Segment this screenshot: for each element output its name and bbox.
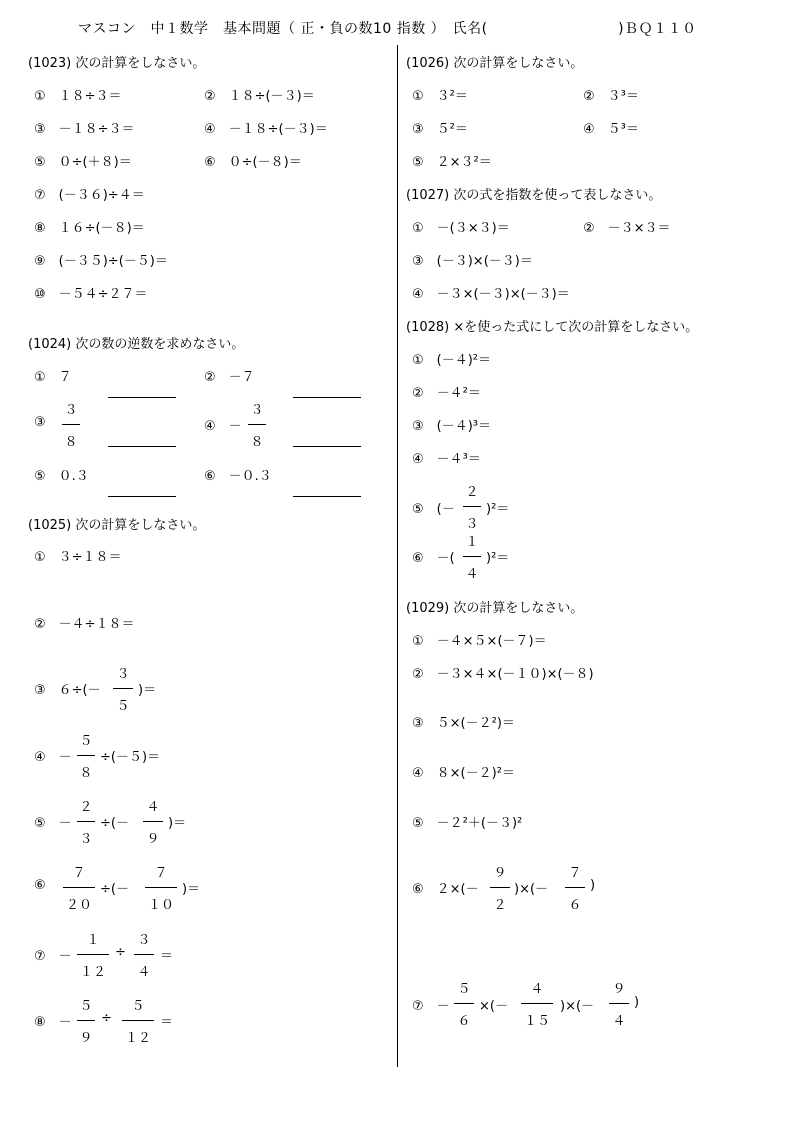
problem-1024-5: ⑤ ０.３ <box>34 469 89 484</box>
problem-1025-4-a: ④ － <box>34 750 72 765</box>
problem-1025-4-b: ÷(－５)＝ <box>100 750 161 765</box>
problem-1029-7-b: ×(－ <box>479 999 508 1014</box>
fraction: ４ ９ <box>143 796 163 847</box>
problem-1025-6-c: )＝ <box>182 882 201 897</box>
heading-1027: (1027) 次の式を指数を使って表しなさい。 <box>406 188 662 203</box>
problem-1029-6-c: ) <box>590 878 596 893</box>
problem-1024-6: ⑥ －０.３ <box>204 469 272 484</box>
problem-1026-4: ④ ５³＝ <box>583 122 639 137</box>
fraction: ２ ３ <box>77 796 95 847</box>
problem-1026-3: ③ ５²＝ <box>412 122 468 137</box>
problem-1025-5-a: ⑤ － <box>34 816 72 831</box>
problem-1029-3: ③ ５×(－２²)＝ <box>412 716 515 731</box>
fraction: ９ ４ <box>609 978 629 1029</box>
fraction: ７ ６ <box>565 862 585 913</box>
problem-1027-4: ④ －３×(－３)×(－３)＝ <box>412 287 570 302</box>
problem-1029-4: ④ ８×(－２)²＝ <box>412 766 515 781</box>
problem-1029-7-c: )×(－ <box>560 999 595 1014</box>
problem-1023-9: ⑨ (－３５)÷(－５)＝ <box>34 254 168 269</box>
problem-1025-3-a: ③ ６÷(－ <box>34 683 101 698</box>
problem-1024-1: ① ７ <box>34 370 72 385</box>
problem-1029-7-d: ) <box>634 995 640 1010</box>
fraction: ７ ２０ <box>63 862 95 913</box>
problem-1028-2: ② －４²＝ <box>412 386 481 401</box>
answer-blank <box>108 446 176 447</box>
problem-1029-7-a: ⑦ － <box>412 999 450 1014</box>
problem-1028-4: ④ －４³＝ <box>412 452 481 467</box>
problem-1028-1: ① (－４)²＝ <box>412 353 492 368</box>
problem-1027-3: ③ (－３)×(－３)＝ <box>412 254 533 269</box>
problem-1029-2: ② －３×４×(－１０)×(－８) <box>412 667 594 682</box>
heading-1028: (1028) ×を使った式にして次の計算をしなさい。 <box>406 320 699 335</box>
problem-1024-4-label: ④ － <box>204 419 242 434</box>
heading-1024: (1024) 次の数の逆数を求めなさい。 <box>28 337 245 352</box>
fraction: １ ４ <box>463 531 481 582</box>
problem-1029-1: ① －４×５×(－７)＝ <box>412 634 547 649</box>
problem-1025-7-c: ＝ <box>160 949 174 964</box>
problem-1025-5-b: ÷(－ <box>100 816 129 831</box>
answer-blank <box>293 496 361 497</box>
problem-1024-2: ② －７ <box>204 370 255 385</box>
fraction: ５ ８ <box>77 730 95 781</box>
heading-1029: (1029) 次の計算をしなさい。 <box>406 601 584 616</box>
problem-1029-6-b: )×(－ <box>514 882 549 897</box>
problem-1025-7-b: ÷ <box>115 945 126 960</box>
problem-1025-1: ① ３÷１８＝ <box>34 550 122 565</box>
heading-1025: (1025) 次の計算をしなさい。 <box>28 518 206 533</box>
problem-1025-6-a: ⑥ <box>34 878 46 893</box>
fraction: ９ ２ <box>490 862 510 913</box>
problem-1023-4: ④ －１８÷(－３)＝ <box>204 122 328 137</box>
problem-1029-6-a: ⑥ ２×(－ <box>412 882 479 897</box>
problem-1024-3-label: ③ <box>34 415 46 430</box>
problem-1026-2: ② ３³＝ <box>583 89 639 104</box>
problem-1026-1: ① ３²＝ <box>412 89 468 104</box>
problem-1028-3: ③ (－４)³＝ <box>412 419 492 434</box>
problem-1028-5-a: ⑤ (－ <box>412 502 455 517</box>
problem-1025-8-c: ＝ <box>160 1015 174 1030</box>
problem-1025-3-b: )＝ <box>138 683 157 698</box>
fraction: ５ ６ <box>454 978 474 1029</box>
problem-1025-8-b: ÷ <box>101 1011 112 1026</box>
fraction: ３ ４ <box>134 929 154 980</box>
problem-1025-7-a: ⑦ － <box>34 949 72 964</box>
fraction: ５ ９ <box>77 995 95 1046</box>
problem-1028-6-a: ⑥ －( <box>412 551 455 566</box>
column-divider <box>397 45 398 1067</box>
heading-1023: (1023) 次の計算をしなさい。 <box>28 56 206 71</box>
fraction: １ １２ <box>77 929 109 980</box>
problem-1025-8-a: ⑧ － <box>34 1015 72 1030</box>
problem-1029-5: ⑤ －２²＋(－３)² <box>412 816 523 831</box>
fraction: ２ ３ <box>463 481 481 532</box>
fraction: ７ １０ <box>145 862 177 913</box>
problem-1023-8: ⑧ １６÷(－８)＝ <box>34 221 145 236</box>
problem-1023-3: ③ －１８÷３＝ <box>34 122 135 137</box>
fraction: ４ １５ <box>521 978 553 1029</box>
fraction: ３ ８ <box>248 399 266 450</box>
problem-1023-10: ⑩ －５４÷２７＝ <box>34 287 148 302</box>
problem-1028-5-b: )²＝ <box>486 502 510 517</box>
problem-1023-1: ① １８÷３＝ <box>34 89 122 104</box>
problem-1025-6-b: ÷(－ <box>100 882 129 897</box>
problem-1028-6-b: )²＝ <box>486 551 510 566</box>
problem-1023-2: ② １８÷(－３)＝ <box>204 89 315 104</box>
fraction: ３ ８ <box>62 399 80 450</box>
problem-1026-5: ⑤ ２×３²＝ <box>412 155 492 170</box>
problem-1023-7: ⑦ (－３６)÷４＝ <box>34 188 145 203</box>
answer-blank <box>293 397 361 398</box>
problem-1025-5-c: )＝ <box>168 816 187 831</box>
worksheet-title: マスコン 中１数学 基本問題（ 正・負の数10 指数 ） 氏名( )ＢＱ１１０ <box>78 21 697 37</box>
answer-blank <box>108 397 176 398</box>
answer-blank <box>293 446 361 447</box>
problem-1025-2: ② －４÷１８＝ <box>34 617 135 632</box>
problem-1023-6: ⑥ ０÷(－８)＝ <box>204 155 302 170</box>
problem-1027-1: ① －(３×３)＝ <box>412 221 510 236</box>
fraction: ３ ５ <box>113 663 133 714</box>
heading-1026: (1026) 次の計算をしなさい。 <box>406 56 584 71</box>
problem-1027-2: ② －３×３＝ <box>583 221 671 236</box>
problem-1023-5: ⑤ ０÷(＋８)＝ <box>34 155 132 170</box>
fraction: ５ １２ <box>122 995 154 1046</box>
answer-blank <box>108 496 176 497</box>
